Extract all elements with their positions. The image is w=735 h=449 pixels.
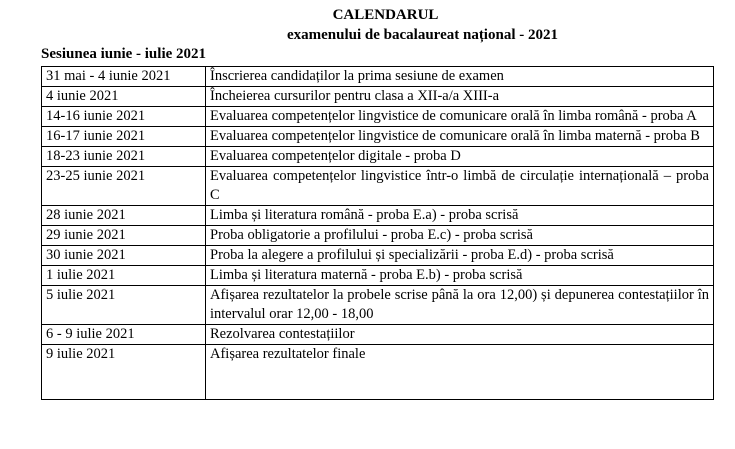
date-cell: 1 iulie 2021 xyxy=(42,266,206,286)
table-row xyxy=(42,87,714,107)
event-cell: Afișarea rezultatelor finale xyxy=(206,345,714,400)
date-cell: 4 iunie 2021 xyxy=(42,87,206,107)
event-cell: Evaluarea competențelor lingvistice de comunicare orală în limba română - proba A xyxy=(206,107,714,127)
event-cell: Evaluarea competențelor digitale - proba D xyxy=(206,147,714,167)
date-cell: 14-16 iunie 2021 xyxy=(42,107,206,127)
date-cell: 18-23 iunie 2021 xyxy=(42,147,206,167)
event-cell: Înscrierea candidaților la prima sesiune de examen xyxy=(206,67,714,87)
event-cell: Încheierea cursurilor pentru clasa a XII-a/a XIII-a xyxy=(206,87,714,107)
event-cell: Proba la alegere a profilului și specializării - proba E.d) - proba scrisă xyxy=(206,246,714,266)
table-row xyxy=(42,107,714,127)
event-cell: Limba și literatura română - proba E.a) - proba scrisă xyxy=(206,206,714,226)
calendar-table xyxy=(41,66,714,400)
table-row xyxy=(42,127,714,147)
event-cell: Rezolvarea contestațiilor xyxy=(206,325,714,345)
date-cell: 28 iunie 2021 xyxy=(42,206,206,226)
table-row xyxy=(42,286,714,325)
date-cell: 29 iunie 2021 xyxy=(42,226,206,246)
date-cell: 31 mai - 4 iunie 2021 xyxy=(42,67,206,87)
table-row xyxy=(42,67,714,87)
date-cell: 16-17 iunie 2021 xyxy=(42,127,206,147)
event-cell: Limba și literatura maternă - proba E.b) - proba scrisă xyxy=(206,266,714,286)
table-row xyxy=(42,167,714,206)
event-cell: Proba obligatorie a profilului - proba E.c) - proba scrisă xyxy=(206,226,714,246)
event-cell: Evaluarea competențelor lingvistice de comunicare orală în limba maternă - proba B xyxy=(206,127,714,147)
document-title: CALENDARUL xyxy=(332,7,439,23)
date-cell: 23-25 iunie 2021 xyxy=(42,167,206,206)
document-subtitle: examenului de bacalaureat național - 2021 xyxy=(287,27,558,43)
date-cell: 6 - 9 iulie 2021 xyxy=(42,325,206,345)
date-cell: 30 iunie 2021 xyxy=(42,246,206,266)
table-row xyxy=(42,325,714,345)
date-cell: 9 iulie 2021 xyxy=(42,345,206,400)
event-cell: Afișarea rezultatelor la probele scrise până la ora 12,00) și depunerea contestațiilor în intervalul orar 12,00 - 18,00 xyxy=(206,286,714,325)
table-row xyxy=(42,206,714,226)
table-row xyxy=(42,345,714,400)
table-row xyxy=(42,226,714,246)
date-cell: 5 iulie 2021 xyxy=(42,286,206,325)
event-cell: Evaluarea competențelor lingvistice într-o limbă de circulație internațională – proba C xyxy=(206,167,714,206)
table-row xyxy=(42,266,714,286)
table-row xyxy=(42,246,714,266)
session-heading: Sesiunea iunie - iulie 2021 xyxy=(41,46,207,62)
table-row xyxy=(42,147,714,167)
